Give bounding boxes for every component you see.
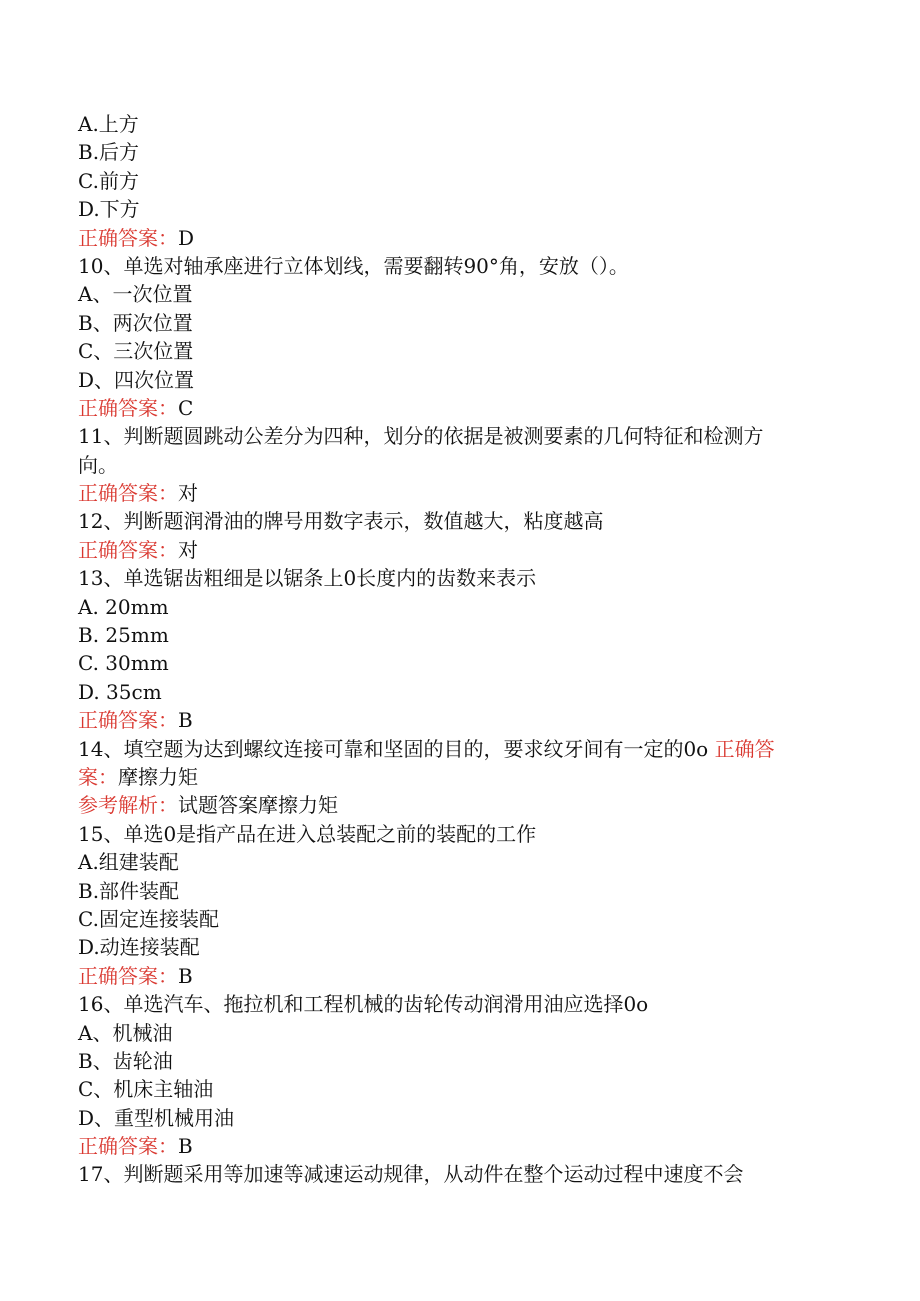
answer-value: 摩擦力矩 [118,764,198,789]
question-stem: 17、判断题采用等加速等减速运动规律，从动件在整个运动过程中速度不会 [78,1162,744,1187]
answer-label: 正确答案： [78,1134,178,1159]
exam-document [78,110,848,1189]
analysis-label: 参考解析： [78,793,178,818]
question-stem-line [78,735,848,763]
question-stem: 12、判断题润滑油的牌号用数字表示，数值越大，粘度越高 [78,509,604,534]
option-a: A、一次位置 [78,282,193,307]
answer-line [78,479,848,507]
option-c: C.固定连接装配 [78,906,219,931]
option-d: D.动连接装配 [78,935,200,960]
option-d: D. 35cm [78,679,162,704]
answer-label: 正确答案： [78,481,178,506]
question-stem: 15、单选0是指产品在进入总装配之前的装配的工作 [78,821,537,846]
answer-value: B [178,1134,193,1159]
answer-line [78,962,848,990]
answer-value: 对 [178,537,198,562]
answer-label: 正确答案： [78,708,178,733]
answer-line [78,706,848,734]
option-c: C、机床主轴油 [78,1077,214,1102]
answer-label: 正确答 [714,736,775,761]
option-b: B.部件装配 [78,878,180,903]
question-stem: 10、单选对轴承座进行立体划线，需要翻转90°角，安放（）。 [78,253,629,278]
option-c: C、三次位置 [78,339,194,364]
question-stem: 11、判断题圆跳动公差分为四种，划分的依据是被测要素的几何特征和检测方 [78,424,764,449]
option-d: D、重型机械用油 [78,1105,235,1130]
answer-label: 正确答案： [78,537,178,562]
option-a: A.上方 [78,112,139,136]
answer-value: B [178,963,193,988]
question-stem: 13、单选锯齿粗细是以锯条上0长度内的齿数来表示 [78,566,537,591]
option-c: C.前方 [78,168,139,193]
question-stem: 14、填空题为达到螺纹连接可靠和坚固的目的，要求纹牙间有一定的0o [78,736,715,761]
option-b: B、齿轮油 [78,1048,173,1073]
analysis-value: 试题答案摩擦力矩 [178,793,338,818]
answer-label: 正确答案： [78,963,178,988]
option-a: A.组建装配 [78,850,179,875]
answer-value: C [178,395,194,420]
answer-line [78,536,848,564]
answer-line [78,224,848,252]
option-b: B. 25mm [78,623,169,648]
option-b: B、两次位置 [78,310,193,335]
answer-value: D [178,225,195,250]
option-d: D、四次位置 [78,367,195,392]
answer-value: 对 [178,481,198,506]
answer-line [78,394,848,422]
option-a: A、机械油 [78,1020,173,1045]
answer-label-continued: 案： [78,764,118,789]
answer-line [78,763,848,791]
question-stem-continued: 向。 [78,452,118,477]
answer-label: 正确答案： [78,395,178,420]
answer-label: 正确答案： [78,225,178,250]
option-d: D.下方 [78,197,140,222]
option-b: B.后方 [78,140,140,165]
answer-value: B [178,708,193,733]
option-a: A. 20mm [78,594,169,619]
question-stem: 16、单选汽车、拖拉机和工程机械的齿轮传动润滑用油应选择0o [78,992,649,1017]
analysis-line [78,791,848,819]
option-c: C. 30mm [78,651,169,676]
answer-line [78,1132,848,1160]
